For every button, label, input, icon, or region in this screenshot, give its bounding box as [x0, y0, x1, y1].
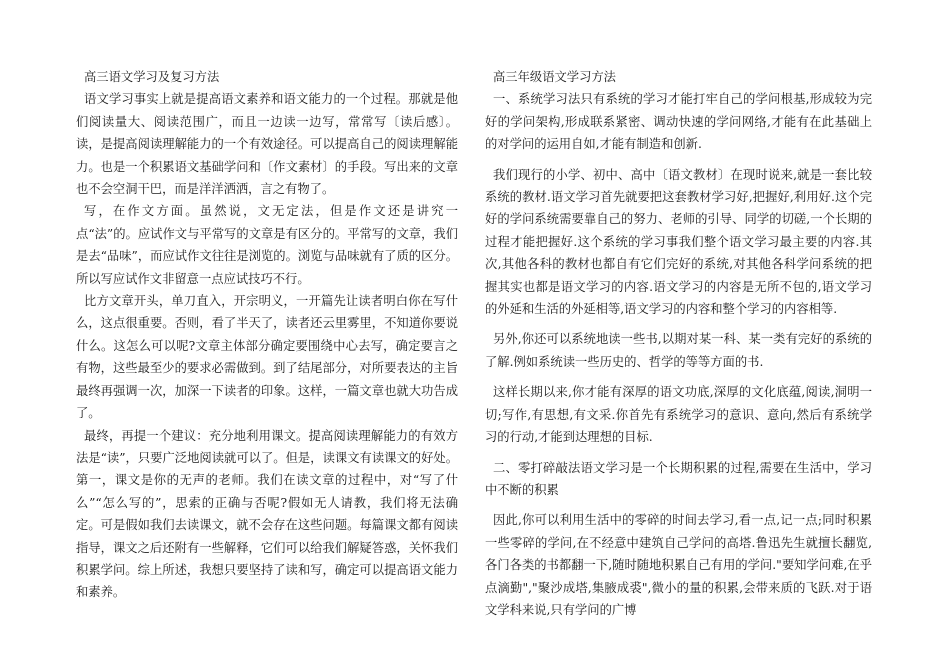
left-paragraph-2: 写，在作文方面。虽然说，文无定法，但是作文还是讲究一点“法”的。应试作文与平常写的文章是有区分的。平常写的文章，我们是去“品味”，而应试作文往往是浏览的。浏览与品味就有了质的区分。所以写应试作文非留意一点应试技巧不行。 [76, 204, 458, 286]
left-paragraph-1: 语文学习事实上就是提高语文素养和语文能力的一个过程。那就是他们阅读量大、阅读范围广，而且一边读一边写，常常写〔读后感〕。读，是提高阅读理解能力的一个有效途径。可以提高自己的阅读理解能力。也是一个积累语文基础学问和〔作文素材〕的手段。写出来的文章也不会空洞干巴，而是洋洋洒洒，言之有物了。 [76, 92, 458, 197]
right-paragraph-3: 另外,你还可以系统地读一些书,以期对某一科、某一类有完好的系统的了解.例如系统读一些历史的、哲学的等等方面的书. [485, 332, 872, 369]
right-title: 高三年级语文学习方法 [493, 70, 616, 84]
left-column [76, 66, 458, 604]
right-paragraph-4: 这样长期以来,你才能有深厚的语文功底,深厚的文化底蕴,阅读,洞明一切;写作,有思想,有文采.你首先有系统学习的意识、意向,然后有系统学习的行动,才能到达理想的目标. [485, 385, 872, 445]
right-paragraph-5: 二、零打碎敲法语文学习是一个长期积累的过程,需要在生活中，学习中不断的积累 [485, 460, 872, 497]
right-paragraph-1: 一、系统学习法只有系统的学习才能打牢自己的学问根基,形成较为完好的学问架构,形成联系紧密、调动快速的学问网络,才能有在此基础上的对学问的运用自如,才能有制造和创新. [485, 92, 872, 152]
right-paragraph-2: 我们现行的小学、初中、高中〔语文教材〕在现时说来,就是一套比较系统的教材.语文学习首先就要把这套教材学习好,把握好,利用好.这个完好的学问系统需要靠自己的努力、老师的引导、同学的切磋,一个长期的过程才能把握好.这个系统的学习事我们整个语文学习最主要的内容.其次,其他各科的教材也都自有它们完好的系统,对其他各科学问系统的把握其实也都是语文学习的内容.语文学习的内容是无所不包的,语文学习的外延和生活的外延相等,语文学习的内容和整个学习的内容相等. [485, 167, 872, 317]
right-column [485, 66, 872, 629]
right-paragraph-6: 因此,你可以利用生活中的零碎的时间去学习,看一点,记一点;同时积累一些零碎的学问,在不经意中建筑自己学问的高塔.鲁迅先生就擅长翻览,各门各类的书都翻一下,随时随地积累自己有用的学问."要知学问难,在乎点滴勤","聚沙成塔,集腋成裘",微小的量的积累,会带来质的飞跃.对于语文学科来说,只有学问的广博 [485, 513, 872, 617]
left-paragraph-4: 最终，再提一个建议：充分地利用课文。提高阅读理解能力的有效方法是“读”，只要广泛地阅读就可以了。但是，读课文有读课文的好处。第一，课文是你的无声的老师。我们在读文章的过程中，对“写了什么”“怎么写的”，思索的正确与否呢?假如无人请教，我们将无法确定。可是假如我们去读课文，就不会存在这些问题。每篇课文都有阅读指导，课文之后还附有一些解释，它们可以给我们解疑答惑，关怀我们积累学问。综上所述，我想只要坚持了读和写，确定可以提高语文能力和素养。 [76, 428, 458, 600]
left-paragraph-3: 比方文章开头，单刀直入，开宗明义，一开篇先让读者明白你在写什么，这点很重要。否则，看了半天了，读者还云里雾里，不知道你要说什么。这怎么可以呢?文章主体部分确定要围绕中心去写，确定要言之有物，这些最至少的要求必需做到。到了结尾部分，对所要表达的主旨最终再强调一次，加深一下读者的印象。这样，一篇文章也就大功告成了。 [76, 294, 458, 421]
left-title: 高三语文学习及复习方法 [84, 70, 220, 84]
